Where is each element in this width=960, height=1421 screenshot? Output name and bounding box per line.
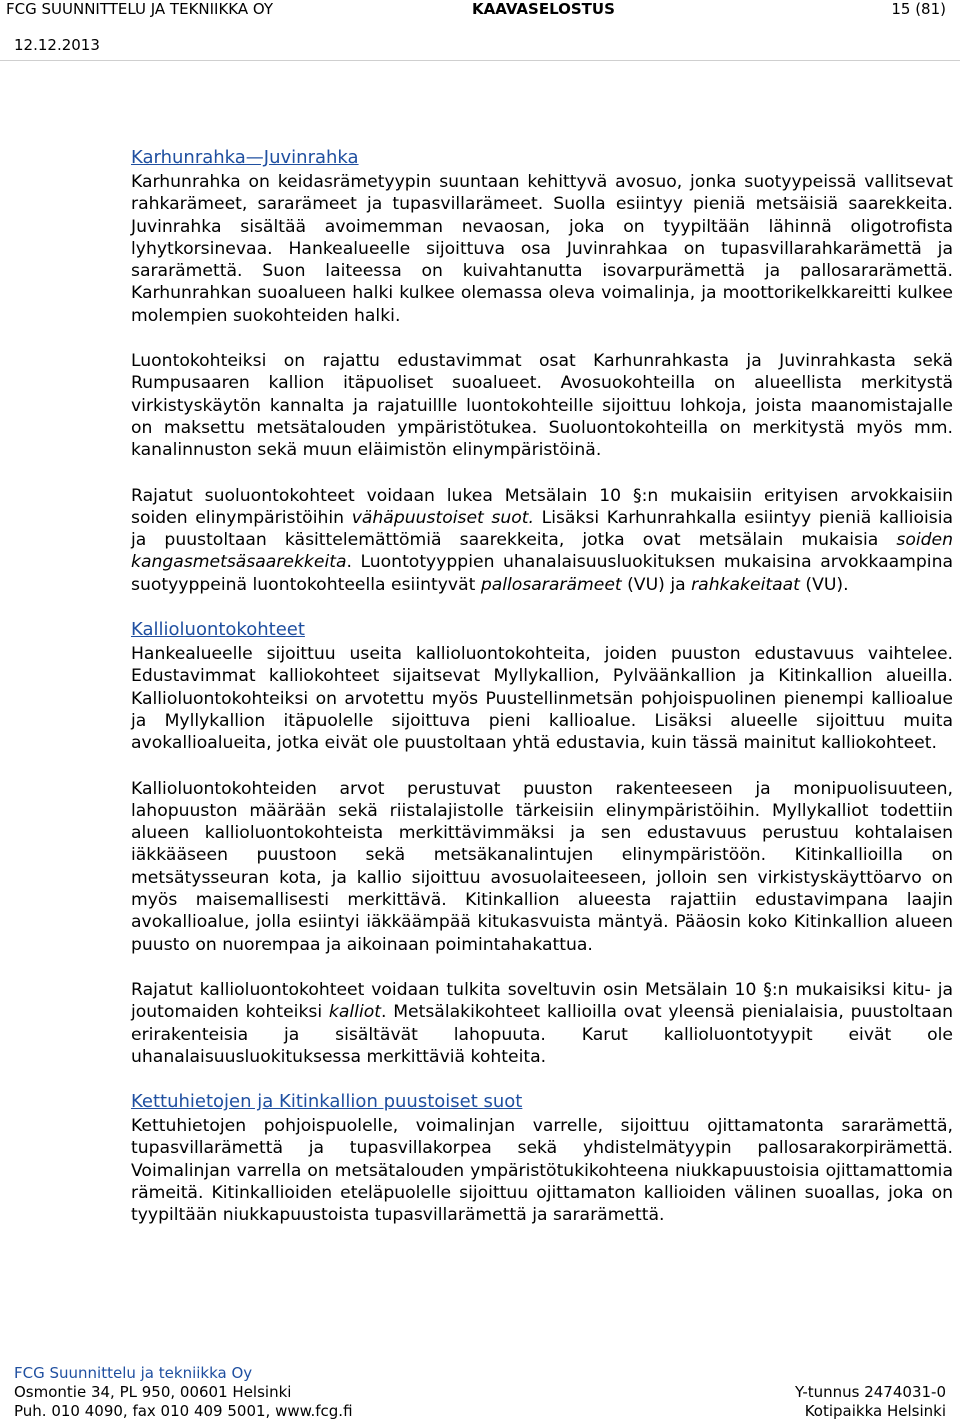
header-date: 12.12.2013 — [14, 36, 100, 54]
text-run: . Luontotyyppien uhanalaisuusluokituksen mukaisina arvokkaampina suotyyppeinä luontokohteella esiintyvät — [131, 552, 953, 595]
header-divider — [0, 60, 960, 61]
paragraph — [131, 485, 953, 596]
footer-line — [14, 1364, 946, 1383]
page-header — [0, 0, 960, 60]
italic-term: rahkakeitaat — [691, 574, 800, 595]
paragraph: Hankealueelle sijoittuu useita kallioluontokohteita, joiden puuston edustavuus vaihtelee. Edustavimmat kalliokohteet sijaitsevat Myllykallion, Pylväänkallion ja Kitinkallion alueilla. Kallioluontokohteiksi on arvotettu myös Puustellinmetsän pohjoispuolinen pienempi kallioalue ja Myllykallion itäpuolelle sijoittuva pieni kallioalue. Lisäksi alueelle sijoittuu muita avokallioalueita, jotka eivät ole puustoltaan yhtä edustavia, kuin tässä mainitut kalliokohteet. — [131, 644, 953, 754]
italic-term: pallosararämeet — [480, 574, 622, 595]
italic-term: vähäpuustoiset suot. — [351, 507, 534, 528]
footer-contact: Puh. 010 4090, fax 010 409 5001, www.fcg.fi — [14, 1402, 353, 1420]
text-run: (VU) ja — [621, 574, 692, 595]
text-run: Rajatut suoluontokohteet voidaan lukea Metsälain 10 §:n mukaisiin erityisen arvokkaisiin soiden elinympäristöihin — [131, 485, 953, 528]
page-footer — [14, 1364, 946, 1421]
header-doc-type: KAAVASELOSTUS — [472, 0, 615, 18]
text-run: Rajatut kallioluontokohteet voidaan tulkita soveltuvin osin Metsälain 10 §:n mukaisiksi kitu- ja joutomaiden kohteiksi — [131, 979, 953, 1023]
footer-line — [14, 1383, 946, 1402]
italic-term: soiden kangasmetsäsaarekkeita — [131, 530, 953, 573]
paragraph: Karhunrahka on keidasrämetyypin suuntaan kehittyvä avosuo, jonka suotyypeissä vallitsevat rahkarämeet, sararämeet ja tupasvillarämeet. Suolla esiintyy pieniä metsäisiä saarekkeita. Juvinrahka sisältää avoimemman nevaosan, joka on tyypiltään lähinnä oligotrofista lyhytkorsinevaa. Hankealueelle sijoittuva osa Juvinrahkaa on tupasvillarahkarämettä ja sararämettä. Suon laiteessa on kuivahtanutta isovarpurämettä ja pallosararämettä. Karhunrahkan suoalueen halki kulkee olemassa oleva voimalinja, ja moottorikelkkareitti kulkee molempien suokohteiden halki. — [131, 172, 953, 326]
footer-line — [14, 1402, 946, 1421]
header-company: FCG SUUNNITTELU JA TEKNIIKKA OY — [6, 0, 274, 18]
footer-company: FCG Suunnittelu ja tekniikka Oy — [14, 1364, 253, 1382]
header-page-number: 15 (81) — [891, 0, 946, 18]
text-run: . Metsälakikohteet kallioilla ovat yleensä pienialaisia, puustoltaan erirakenteisia ja sisältävät lahopuuta. Karut kallioluontotyypit eivät ole uhanalaisuusluokituksessa merkittäviä kohteita. — [131, 1002, 953, 1067]
paragraph: Kettuhietojen pohjoispuolelle, voimalinjan varrelle, sijoittuu ojittamatonta sararämettä, tupasvillarämettä ja tupasvillakorpea sekä yhdistelmätyypin pallosarakorpirämettä. Voimalinjan varrella on metsätalouden ympäristötukikohteena niukkapuustoisia ojittamattomia rämeitä. Kitinkallioiden eteläpuolelle sijoittuu ojittamaton kallioiden välinen suoallas, joka on tyypiltään niukkapuustoista tupasvillarämettä ja sararämettä. — [131, 1116, 953, 1226]
section-title-kallioluontokohteet: Kallioluontokohteet — [131, 619, 305, 641]
text-run: Lisäksi Karhunrahkalla esiintyy pieniä kallioisia ja puustoltaan käsittelemättömiä saarekkeita, jotka ovat metsälain mukaisia — [131, 507, 954, 551]
paragraph: Kallioluontokohteiden arvot perustuvat puuston rakenteeseen ja monipuolisuuteen, lahopuuston määrään sekä riistalajistolle tärkeisiin elinympäristöihin. Myllykalliot todettiin alueen kallioluontokohteista merkittävimmäksi ja sen edustavuus perustuu kohtalaisen iäkkääseen puustoon sekä metsäkanalintujen elinympäristöön. Kitinkallioilla on metsätysseuran kota, ja kallio sijoittuu avosuolaiteeseen, jolloin sen virkistyskäyttöarvo on myös maisemallisesti merkittävä. Kitinkallion alueesta rajattiin edustavimpana laajin avokallioalue, jolla esiintyi iäkkäämpää kitukasvuista mäntyä. Pääosin koko Kitinkallion alueen puusto on nuorempaa ja aikoinaan poimintahakattua. — [131, 778, 953, 955]
footer-address: Osmontie 34, PL 950, 00601 Helsinki — [14, 1383, 292, 1401]
footer-business-id: Y-tunnus 2474031-0 — [794, 1383, 946, 1401]
italic-term: kalliot — [328, 1002, 381, 1023]
paragraph — [131, 979, 953, 1068]
section-title-kettuhietojen: Kettuhietojen ja Kitinkallion puustoiset suot — [131, 1091, 523, 1113]
text-run: (VU). — [799, 574, 849, 595]
footer-domicile: Kotipaikka Helsinki — [804, 1402, 946, 1420]
paragraph: Luontokohteiksi on rajattu edustavimmat osat Karhunrahkasta ja Juvinrahkasta sekä Rumpusaaren kallion itäpuoliset suoalueet. Avosuokohteilla on alueellista merkitystä virkistyskäytön kannalta ja rajatuillle luontokohteille sijoittuu lohkoja, joista maanomistajalle on maksettu metsätalouden ympäristötukea. Suoluontokohteilla on merkitystä myös mm. kanalinnuston sekä muun eläimistön elinympäristöinä. — [131, 351, 953, 461]
document-body — [131, 147, 953, 1227]
section-title-karhunrahka: Karhunrahka—Juvinrahka — [131, 147, 359, 168]
